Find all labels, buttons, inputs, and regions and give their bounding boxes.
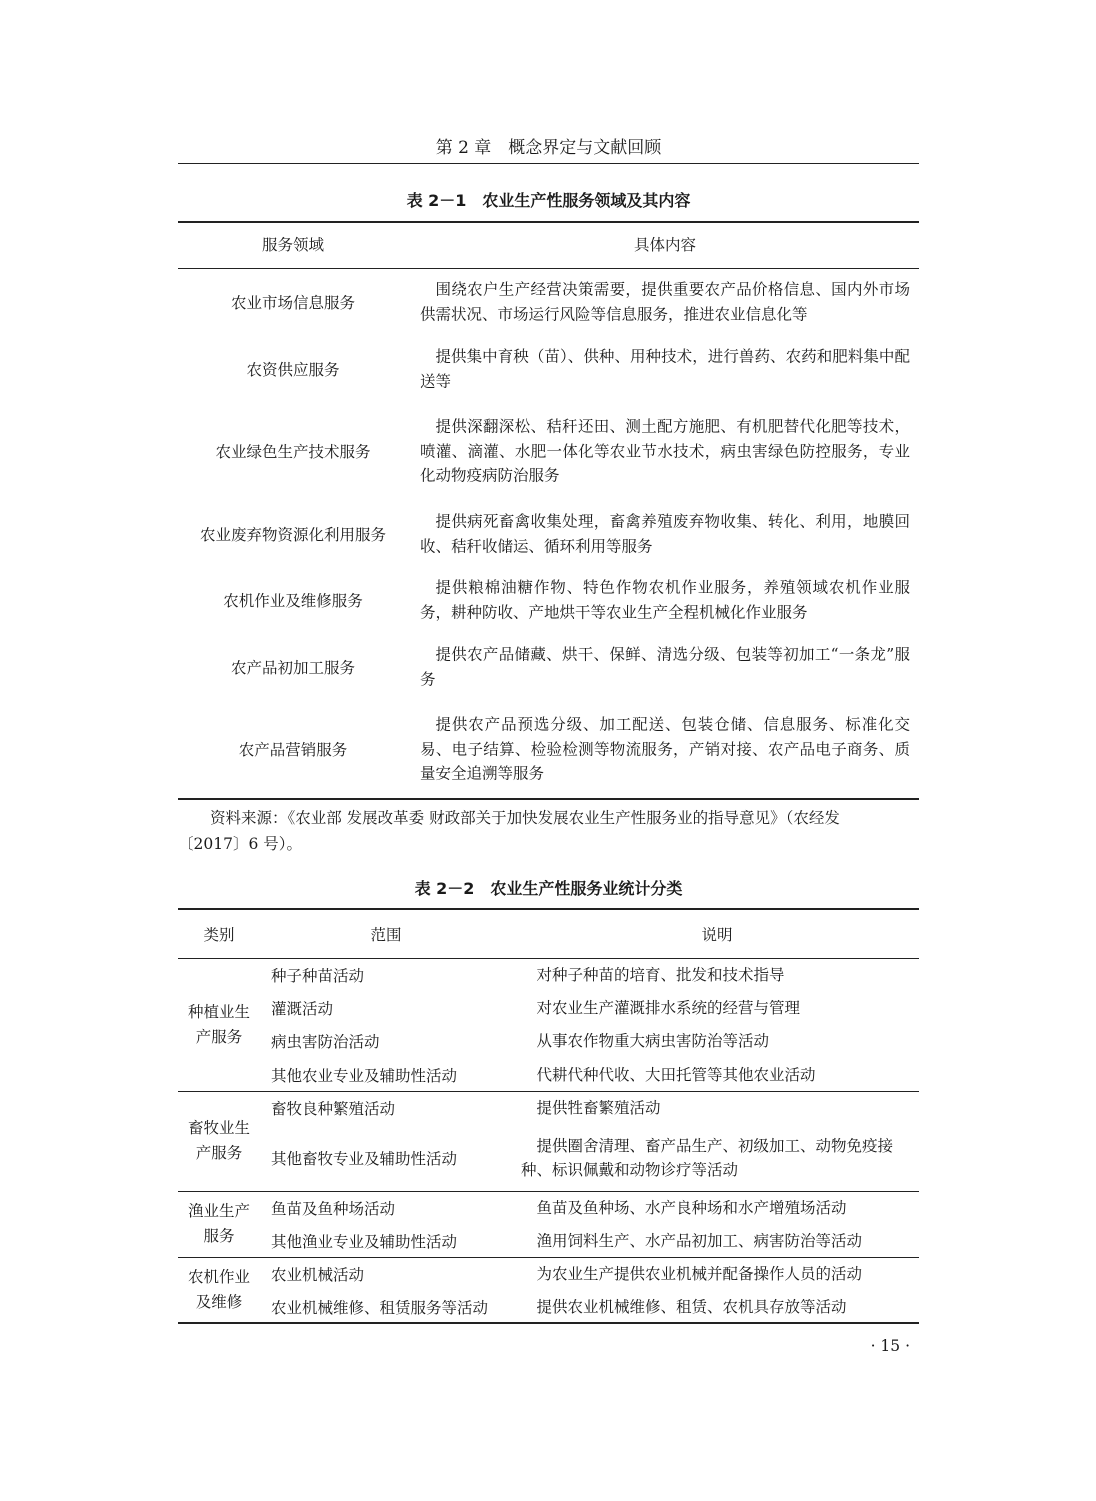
category-line: 渔业生产 <box>187 1202 250 1220</box>
table2-scope: 灌溉活动 <box>271 1000 334 1018</box>
table2-desc: 为农业生产提供农业机械并配备操作人员的活动 <box>536 1265 863 1283</box>
table2-scope: 种子种苗活动 <box>271 967 365 985</box>
table1-content: 提供病死畜禽收集处理，畜禽养殖废弃物收集、转化、利用，地膜回收、秸秆收储运、循环利用等服务 <box>420 512 910 555</box>
table2-category <box>178 1199 260 1249</box>
category-line: 产服务 <box>195 1028 243 1046</box>
group-rule <box>178 1091 919 1092</box>
table1-content: 提供粮棉油糖作物、特色作物农机作业服务，养殖领域农机作业服务，耕种防收、产地烘干等农业生产全程机械化作业服务 <box>420 578 910 621</box>
table1-field: 农业废弃物资源化利用服务 <box>199 526 386 544</box>
header-rule <box>178 163 919 164</box>
table2-scope: 农业机械活动 <box>271 1266 365 1284</box>
table2-scope: 病虫害防治活动 <box>271 1033 380 1051</box>
table1-top-rule <box>178 221 919 223</box>
category-line: 服务 <box>203 1227 235 1245</box>
table2-scope: 鱼苗及鱼种场活动 <box>271 1200 396 1218</box>
table2-scope: 其他农业专业及辅助性活动 <box>271 1067 458 1085</box>
table1-content: 提供农产品预选分级、加工配送、包装仓储、信息服务、标准化交易、电子结算、检验检测等物流服务，产销对接、农产品电子商务、质量安全追溯等服务 <box>420 715 910 783</box>
table1-source-cont: 〔2017〕6 号）。 <box>178 835 302 853</box>
category-line: 种植业生 <box>187 1003 250 1021</box>
table2-scope: 畜牧良种繁殖活动 <box>271 1100 396 1118</box>
category-line: 及维修 <box>195 1293 243 1311</box>
table1-content: 提供农产品储藏、烘干、保鲜、清选分级、包装等初加工“一条龙”服务 <box>420 645 910 688</box>
table2-category <box>178 1116 260 1166</box>
category-line: 产服务 <box>195 1144 243 1162</box>
table2-scope: 其他畜牧专业及辅助性活动 <box>271 1150 458 1168</box>
table2-category <box>178 1265 260 1315</box>
table1-field: 农业市场信息服务 <box>230 294 355 312</box>
table1-content: 提供集中育秧（苗）、供种、用种技术，进行兽药、农药和肥料集中配送等 <box>420 347 910 390</box>
table2-desc: 鱼苗及鱼种场、水产良种场和水产增殖场活动 <box>536 1199 847 1217</box>
table2-scope: 农业机械维修、租赁服务等活动 <box>271 1299 489 1317</box>
table1-field: 农产品营销服务 <box>238 741 348 759</box>
table2-bottom-rule <box>178 1322 919 1324</box>
page-number: · 15 · <box>870 1337 910 1355</box>
table1-content: 围绕农户生产经营决策需要，提供重要农产品价格信息、国内外市场供需状况、市场运行风险等信息服务，推进农业信息化等 <box>420 280 910 323</box>
table2-top-rule <box>178 908 919 910</box>
table2-desc: 从事农作物重大病虫害防治等活动 <box>536 1032 770 1050</box>
table1-content: 提供深翻深松、秸秆还田、测土配方施肥、有机肥替代化肥等技术，喷灌、滴灌、水肥一体化等农业节水技术，病虫害绿色防控服务，专业化动物疫病防治服务 <box>420 417 910 485</box>
table2-desc: 渔用饲料生产、水产品初加工、病害防治等活动 <box>536 1232 863 1250</box>
table1-source: 资料来源：《农业部 发展改革委 财政部关于加快发展农业生产性服务业的指导意见》（农经发 <box>210 809 840 827</box>
table2-header-rule <box>178 958 919 959</box>
table1-field: 农机作业及维修服务 <box>223 592 363 610</box>
group-rule <box>178 1257 919 1258</box>
table2-header-desc: 说明 <box>701 926 733 944</box>
table1-field: 农资供应服务 <box>246 361 340 379</box>
table2-desc: 提供牲畜繁殖活动 <box>536 1099 661 1117</box>
table2-desc: 提供圈舍清理、畜产品生产、初级加工、动物免疫接种、标识佩戴和动物诊疗等活动 <box>521 1137 894 1179</box>
table2-scope: 其他渔业专业及辅助性活动 <box>271 1233 458 1251</box>
table2-desc: 对农业生产灌溉排水系统的经营与管理 <box>536 999 801 1017</box>
table2-desc: 代耕代种代收、大田托管等其他农业活动 <box>536 1066 816 1084</box>
table2-header-category: 类别 <box>203 926 235 944</box>
table2-desc: 对种子种苗的培育、批发和技术指导 <box>536 966 785 984</box>
table1-field: 农产品初加工服务 <box>230 659 355 677</box>
table1-field: 农业绿色生产技术服务 <box>215 443 371 461</box>
table1-header-rule <box>178 268 919 269</box>
table2-category <box>178 1000 260 1050</box>
table1-bottom-rule <box>178 798 919 800</box>
running-header: 第 2 章 概念界定与文献回顾 <box>435 138 662 158</box>
category-line: 畜牧业生 <box>187 1119 250 1137</box>
group-rule <box>178 1191 919 1192</box>
table1-header-content: 具体内容 <box>633 236 696 254</box>
table2-header-scope: 范围 <box>370 926 402 944</box>
table2-desc: 提供农业机械维修、租赁、农机具存放等活动 <box>536 1298 847 1316</box>
table1-caption: 表 2－1 农业生产性服务领域及其内容 <box>406 191 691 210</box>
category-line: 农机作业 <box>187 1268 250 1286</box>
table2-caption: 表 2－2 农业生产性服务业统计分类 <box>414 879 683 898</box>
table1-header-field: 服务领域 <box>261 236 324 254</box>
